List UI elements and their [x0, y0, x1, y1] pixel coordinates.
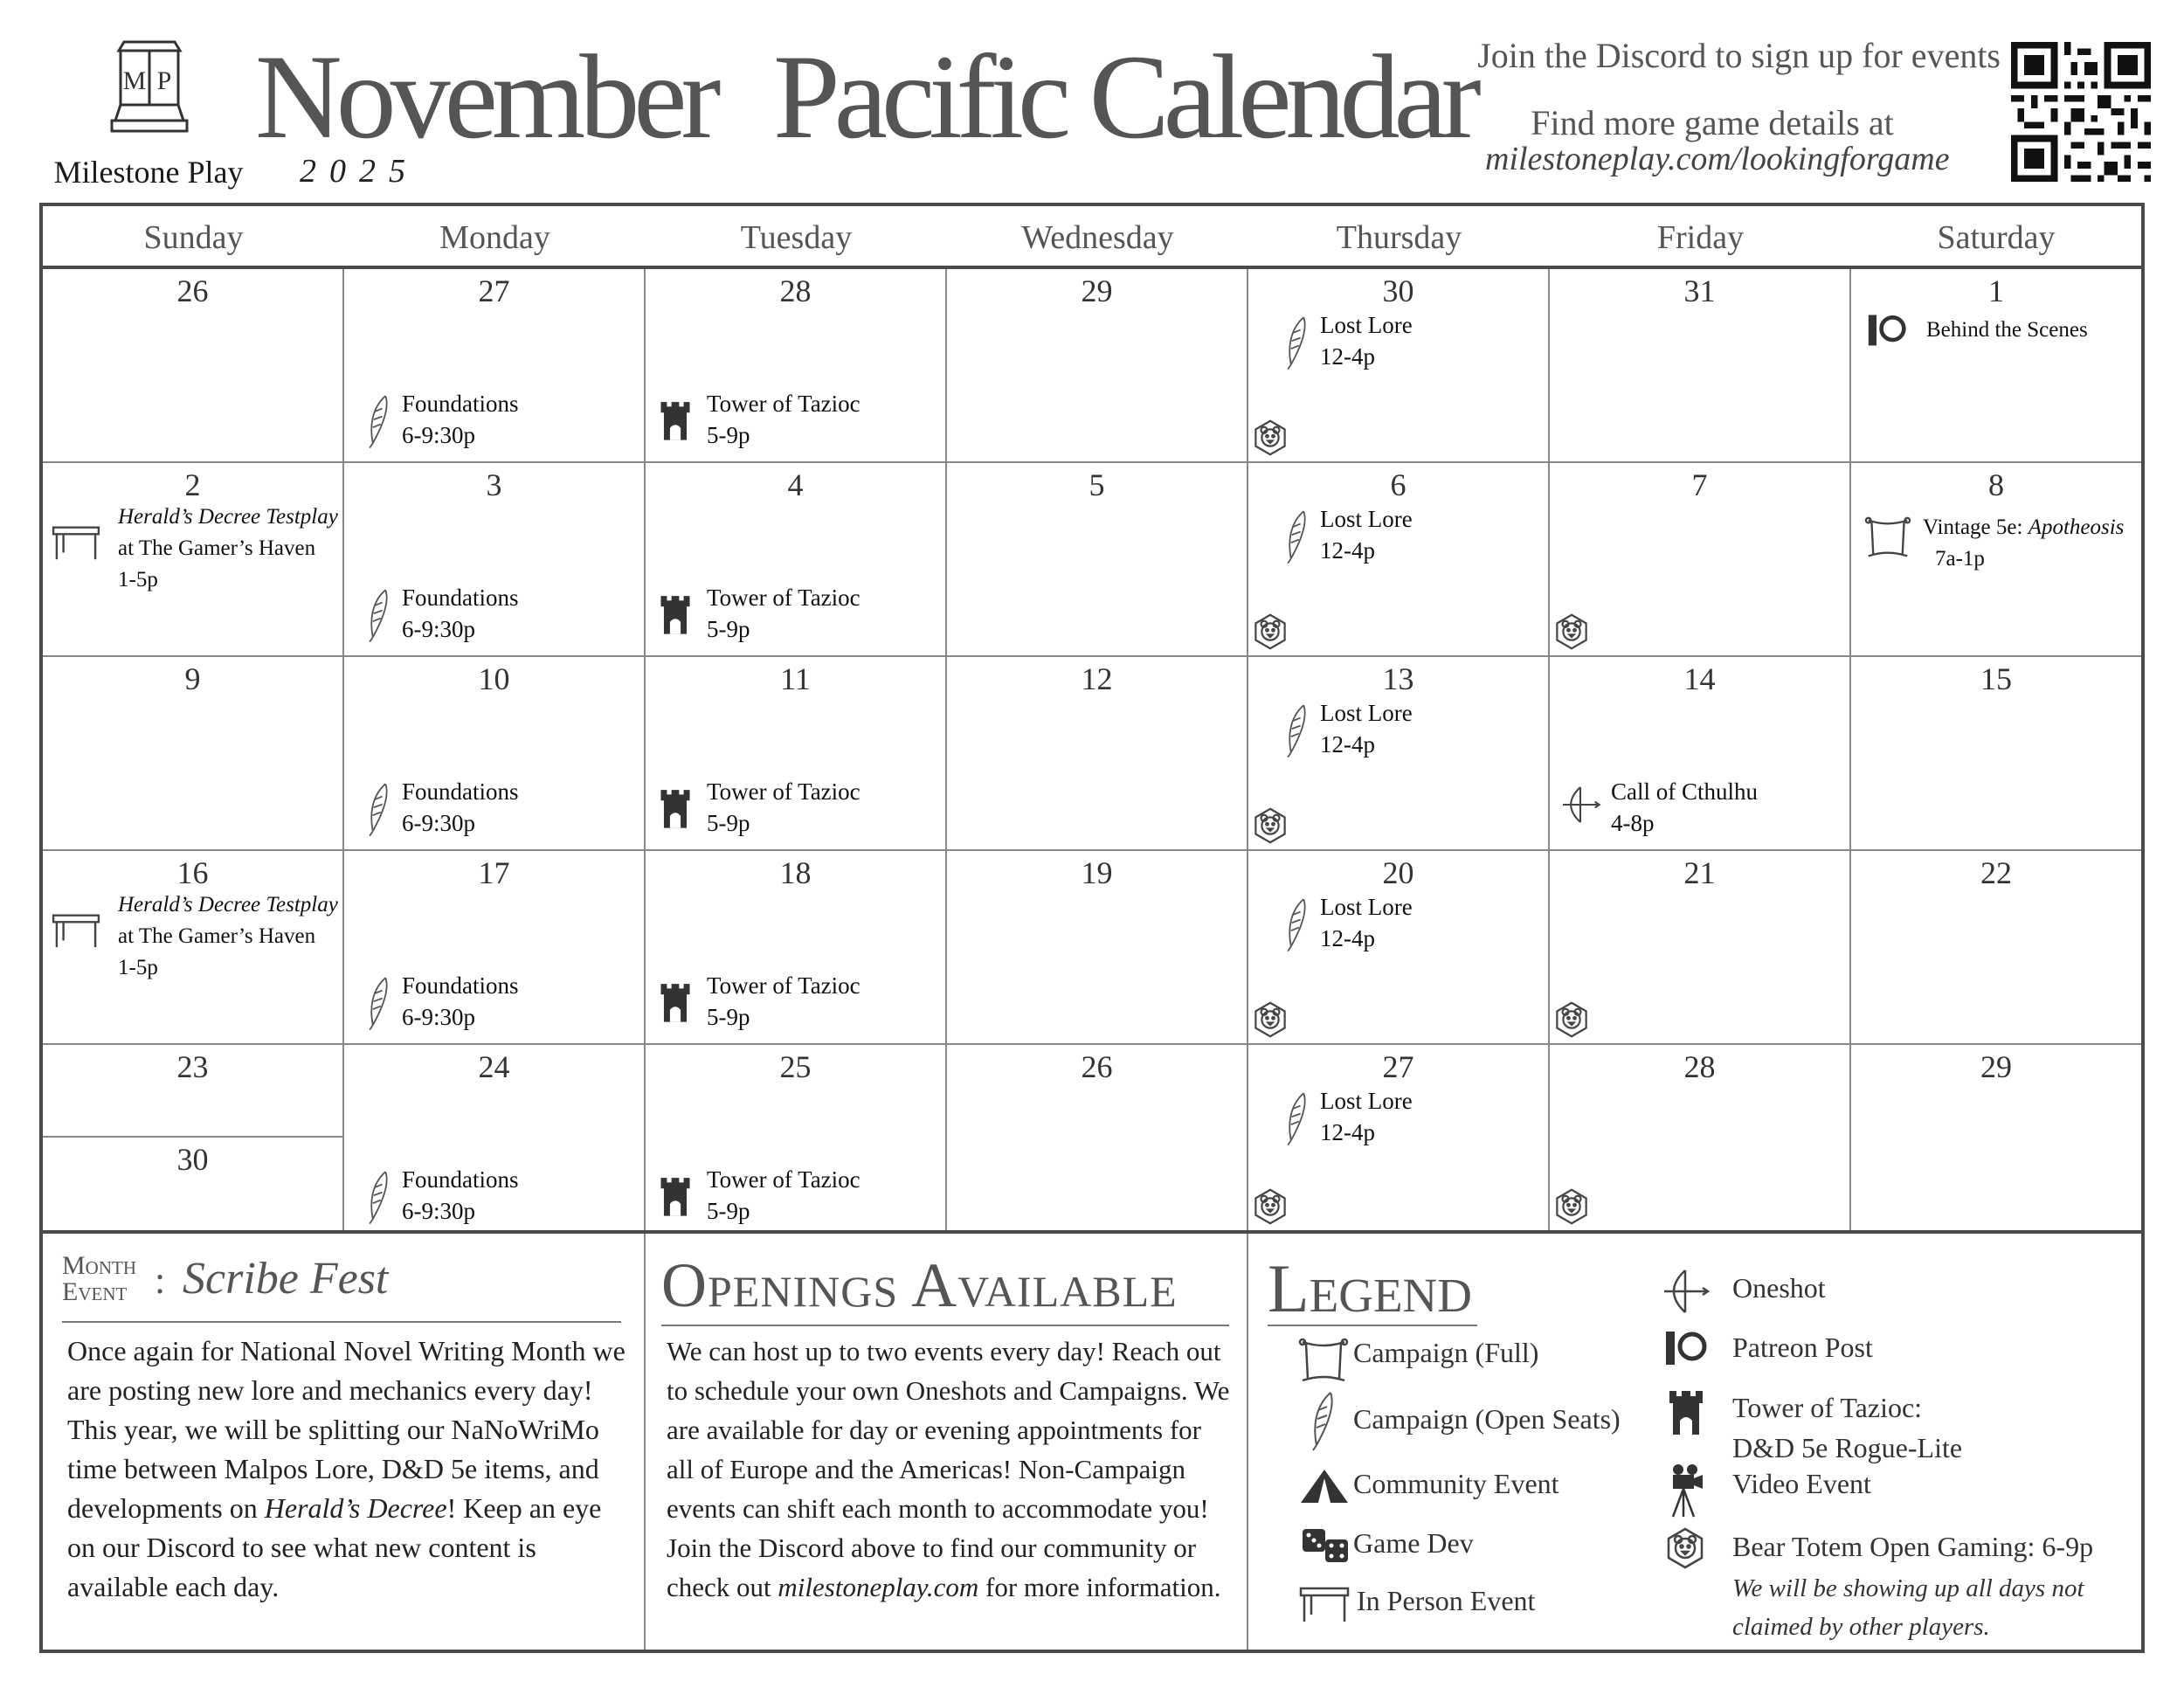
day-number: 7 [1691, 467, 1708, 502]
month-event-text: Once again for National Novel Writing Month we are posting new lore and mechanics every day! This year, we will be splitting our NaNoWriMo time between Malpos Lore, D&D 5e items, and developments on [67, 1335, 625, 1524]
event-text: 5-9p [707, 616, 750, 642]
legend-tower-line1: Tower of Tazioc: [1732, 1392, 1923, 1423]
event-text: Call of Cthulhu [1611, 778, 1758, 805]
event-lost-lore-line [1320, 697, 1413, 729]
bear-totem-icon[interactable] [1252, 807, 1287, 842]
day-header-tuesday: Tuesday [646, 206, 947, 269]
event-text: 6-9:30p [402, 810, 475, 836]
calendar-day-cell[interactable] [1851, 851, 2141, 1045]
day-number: 20 [1382, 855, 1414, 890]
openings-panel [646, 1234, 1248, 1650]
event-tower-of-tazioc-line [707, 776, 860, 807]
legend-tower [1732, 1387, 1962, 1468]
event-text: at The Gamer’s Haven [118, 924, 316, 948]
event-text: Foundations [402, 585, 519, 611]
month-event-label [62, 1253, 136, 1305]
logo-letter-m: M [122, 66, 147, 95]
day-number: 12 [1081, 661, 1113, 696]
event-heralds-decree-line [118, 564, 158, 596]
event-text: 1-5p [118, 956, 158, 979]
event-lost-lore-line [1320, 503, 1413, 535]
day-number: 31 [1683, 273, 1716, 308]
calendar-day-cell[interactable] [646, 851, 947, 1045]
event-heralds-decree-line [118, 921, 315, 952]
event-text: 6-9:30p [402, 1198, 475, 1224]
day-header-wednesday: Wednesday [947, 206, 1248, 269]
day-header-friday: Friday [1550, 206, 1851, 269]
find-details-text: Find more game details at [1531, 103, 1894, 142]
bear-totem-icon[interactable] [1252, 419, 1287, 454]
event-text: 12-4p [1320, 537, 1375, 564]
event-text: 12-4p [1320, 343, 1375, 370]
day-number: 11 [780, 661, 811, 696]
openings-link[interactable]: milestoneplay.com [778, 1572, 979, 1602]
event-lost-lore-line [1320, 923, 1375, 954]
discord-text: Join the Discord to sign up for events [1477, 36, 2001, 75]
tower-icon [658, 592, 693, 640]
day-number: 4 [787, 467, 804, 502]
openings-title: Openings Available [661, 1250, 1178, 1320]
tower-icon [658, 786, 693, 834]
month-event-description [67, 1332, 626, 1607]
legend-campaign-open: Campaign (Open Seats) [1353, 1403, 1621, 1435]
event-tower-of-tazioc-line [707, 582, 860, 613]
find-details-url[interactable]: milestoneplay.com/lookingforgame [1485, 141, 1950, 177]
calendar-day-cell[interactable] [1248, 463, 1550, 657]
month-event-colon: : [155, 1259, 166, 1302]
day-number: 22 [1980, 855, 2012, 890]
bear-totem-icon[interactable] [1553, 613, 1588, 648]
day-number: 8 [1988, 467, 2004, 502]
calendar-day-cell[interactable] [646, 269, 947, 463]
day-number: 29 [1980, 1049, 2012, 1084]
calendar-day-cell[interactable] [646, 657, 947, 851]
openings-rule [661, 1325, 1229, 1326]
logo-pillar-icon [44, 33, 253, 156]
calendar-day-cell[interactable] [1851, 463, 2141, 657]
event-lost-lore-line [1320, 341, 1375, 372]
day-number: 6 [1390, 467, 1406, 502]
calendar-day-cell[interactable] [43, 1045, 344, 1232]
event-heralds-decree-line [118, 952, 158, 984]
table-icon [50, 909, 102, 955]
bear-totem-icon[interactable] [1252, 613, 1287, 648]
event-heralds-decree-line [118, 502, 338, 533]
calendar-day-cell[interactable] [947, 657, 1248, 851]
year: 2025 [300, 153, 418, 190]
calendar-day-cell[interactable] [1550, 851, 1851, 1045]
event-text: at The Gamer’s Haven [118, 536, 316, 560]
event-text: 5-9p [707, 1198, 750, 1224]
calendar-day-cell[interactable] [1550, 463, 1851, 657]
feather-icon [363, 585, 395, 649]
calendar-day-cell[interactable] [344, 463, 646, 657]
scroll-icon [1297, 1337, 1350, 1386]
event-foundations-line [402, 970, 519, 1001]
day-number: 28 [1683, 1049, 1716, 1084]
calendar-day-cell[interactable] [344, 269, 646, 463]
event-foundations-line [402, 613, 475, 645]
feather-icon [363, 1167, 395, 1231]
event-text: 4-8p [1611, 810, 1655, 836]
event-text: Lost Lore [1320, 506, 1413, 532]
event-text: Tower of Tazioc [707, 585, 860, 611]
day-number: 21 [1683, 855, 1716, 890]
calendar-day-cell[interactable] [43, 851, 344, 1045]
event-foundations-line [402, 582, 519, 613]
dice-icon [1299, 1524, 1351, 1567]
event-text: Apotheosis [2028, 515, 2125, 539]
event-text: Tower of Tazioc [707, 778, 860, 805]
event-text: 7a-1p [1935, 547, 1985, 571]
event-text: Vintage 5e: [1923, 515, 2028, 539]
legend-bear-note [1732, 1569, 2084, 1646]
legend-video: Video Event [1732, 1468, 1871, 1499]
calendar-day-cell[interactable] [43, 463, 344, 657]
event-foundations-line [402, 807, 475, 839]
day-number: 29 [1081, 273, 1113, 308]
calendar-day-cell[interactable] [947, 1045, 1248, 1232]
bow-icon [1659, 1267, 1711, 1316]
tower-icon [658, 1174, 693, 1222]
tower-icon [658, 980, 693, 1028]
tent-icon [1297, 1466, 1351, 1506]
event-text: Foundations [402, 391, 519, 417]
legend-bear-note-line1: We will be showing up all days not [1732, 1574, 2084, 1602]
event-lost-lore-line [1320, 1085, 1413, 1117]
event-behind-the-scenes-line [1926, 315, 2088, 346]
table-icon [1297, 1581, 1351, 1625]
calendar-day-cell[interactable] [1851, 1045, 2141, 1232]
day-number: 9 [184, 661, 201, 696]
event-tower-of-tazioc-line [707, 1001, 750, 1033]
camera-icon [1666, 1463, 1706, 1519]
calendar-title: Pacific Calendar [773, 30, 1476, 163]
day-number: 23 [176, 1049, 209, 1084]
table-icon [50, 521, 102, 567]
day-number: 16 [176, 855, 209, 890]
brand-name: Milestone Play [53, 155, 244, 190]
day-number: 30 [176, 1142, 209, 1177]
day-number: 26 [176, 273, 209, 308]
day-number: 28 [779, 273, 812, 308]
info-panels [39, 1230, 2145, 1653]
event-text: Behind the Scenes [1926, 318, 2088, 342]
event-tower-of-tazioc-line [707, 970, 860, 1001]
event-text: Lost Lore [1320, 700, 1413, 726]
bear-totem-icon[interactable] [1252, 1001, 1287, 1036]
openings-text-end: for more information. [978, 1572, 1221, 1602]
calendar-day-cell[interactable] [1550, 269, 1851, 463]
event-foundations-line [402, 419, 475, 451]
day-header-monday: Monday [344, 206, 646, 269]
day-number: 14 [1683, 661, 1716, 696]
calendar-day-cell[interactable] [947, 463, 1248, 657]
feather-icon [1282, 701, 1313, 764]
event-foundations-line [402, 388, 519, 419]
event-lost-lore-line [1320, 1117, 1375, 1148]
event-text: Herald’s Decree Testplay [118, 505, 338, 529]
event-lost-lore-line [1320, 729, 1375, 760]
event-text: 5-9p [707, 1004, 750, 1030]
feather-icon [1282, 895, 1313, 958]
bear-totem-icon[interactable] [1553, 1001, 1588, 1036]
month-event-panel [43, 1234, 646, 1650]
event-tower-of-tazioc-line [707, 1164, 860, 1195]
feather-icon [363, 973, 395, 1037]
event-lost-lore-line [1320, 891, 1413, 923]
event-text: Tower of Tazioc [707, 391, 860, 417]
legend-bear-note-line2: claimed by other players. [1732, 1613, 1990, 1641]
openings-description [667, 1332, 1234, 1607]
event-vintage-5e-line [1935, 543, 1985, 575]
event-lost-lore-line [1320, 535, 1375, 566]
event-tower-of-tazioc-line [707, 613, 750, 645]
day-number: 26 [1081, 1049, 1113, 1084]
event-text: Lost Lore [1320, 312, 1413, 338]
legend-panel [1248, 1234, 2141, 1650]
event-foundations-line [402, 1001, 475, 1033]
event-tower-of-tazioc-line [707, 1195, 750, 1227]
day-number: 27 [478, 273, 510, 308]
day-number: 10 [478, 661, 510, 696]
calendar-day-cell[interactable] [1248, 269, 1550, 463]
event-call-of-cthulhu-line [1611, 776, 1758, 807]
event-text: 5-9p [707, 810, 750, 836]
day-header-sunday: Sunday [43, 206, 344, 269]
month-event-name: Scribe Fest [183, 1254, 389, 1304]
event-vintage-5e-line [1923, 512, 2124, 543]
day-number: 18 [779, 855, 812, 890]
legend-gamedev: Game Dev [1353, 1527, 1474, 1559]
bear-totem-icon[interactable] [1553, 1188, 1588, 1223]
milestone-play-logo [44, 33, 253, 190]
event-text: Foundations [402, 972, 519, 999]
event-text: Lost Lore [1320, 1088, 1413, 1114]
legend-inperson: In Person Event [1357, 1585, 1536, 1616]
feather-icon [1282, 1089, 1313, 1152]
legend-oneshot: Oneshot [1732, 1272, 1826, 1304]
legend-rule [1268, 1325, 1477, 1326]
patreon-icon [1867, 313, 1907, 352]
event-tower-of-tazioc-line [707, 419, 750, 451]
event-text: 1-5p [118, 568, 158, 591]
event-text: Lost Lore [1320, 894, 1413, 920]
event-foundations-line [402, 1164, 519, 1195]
event-text: Tower of Tazioc [707, 1166, 860, 1193]
calendar-day-cell[interactable] [947, 851, 1248, 1045]
day-number: 2 [184, 467, 201, 502]
bear-totem-icon [1664, 1527, 1706, 1569]
event-call-of-cthulhu-line [1611, 807, 1655, 839]
event-text: 12-4p [1320, 1119, 1375, 1145]
event-tower-of-tazioc-line [707, 388, 860, 419]
day-number: 25 [779, 1049, 812, 1084]
split-divider [43, 1136, 342, 1138]
day-number: 24 [478, 1049, 510, 1084]
calendar-day-cell[interactable] [1851, 269, 2141, 463]
month-event-rule [62, 1321, 621, 1323]
event-text: 6-9:30p [402, 1004, 475, 1030]
event-heralds-decree-line [118, 533, 315, 564]
calendar-day-cell[interactable] [1248, 1045, 1550, 1232]
day-header-thursday: Thursday [1248, 206, 1550, 269]
day-number: 19 [1081, 855, 1113, 890]
event-foundations-line [402, 1195, 475, 1227]
day-number: 27 [1382, 1049, 1414, 1084]
day-number: 5 [1089, 467, 1105, 502]
calendar-day-cell[interactable] [646, 463, 947, 657]
month-event-text-end: ! Keep an eye on our Discord to see what new content is available each day. [67, 1492, 602, 1602]
feather-icon [1282, 507, 1313, 571]
event-heralds-decree-line [118, 889, 338, 921]
event-text: 12-4p [1320, 925, 1375, 951]
day-number: 15 [1980, 661, 2012, 696]
calendar-day-cell[interactable] [344, 851, 646, 1045]
day-number: 30 [1382, 273, 1414, 308]
calendar-day-cell[interactable] [646, 1045, 947, 1232]
scroll-icon [1863, 515, 1912, 565]
month-label: Month [62, 1251, 136, 1280]
feather-icon [363, 391, 395, 455]
legend-community: Community Event [1353, 1468, 1559, 1499]
event-text: Herald’s Decree Testplay [118, 893, 338, 917]
event-label: Event [62, 1277, 128, 1306]
day-number: 3 [486, 467, 502, 502]
event-text: 5-9p [707, 422, 750, 448]
month-event-text-italic: Herald’s Decree [264, 1492, 447, 1524]
event-lost-lore-line [1320, 309, 1413, 341]
calendar-day-cell[interactable] [344, 1045, 646, 1232]
legend-bear: Bear Totem Open Gaming: 6-9p [1732, 1531, 2094, 1562]
event-text: Tower of Tazioc [707, 972, 860, 999]
event-text: 6-9:30p [402, 422, 475, 448]
day-header-saturday: Saturday [1851, 206, 2141, 269]
calendar-day-cell[interactable] [344, 657, 646, 851]
calendar-grid [39, 203, 2145, 1234]
calendar-day-cell[interactable] [947, 269, 1248, 463]
legend-campaign-full: Campaign (Full) [1353, 1337, 1539, 1368]
event-tower-of-tazioc-line [707, 807, 750, 839]
tower-icon [658, 398, 693, 446]
event-foundations-line [402, 776, 519, 807]
logo-letter-p: P [156, 66, 172, 95]
calendar-day-cell[interactable] [1248, 851, 1550, 1045]
event-text: Foundations [402, 1166, 519, 1193]
feather-icon [1282, 313, 1313, 377]
feather-icon [1306, 1389, 1341, 1452]
legend-patreon: Patreon Post [1732, 1332, 1873, 1363]
bow-icon [1559, 783, 1602, 831]
qr-code[interactable] [2011, 42, 2151, 182]
calendar-day-cell[interactable] [43, 269, 344, 463]
event-text: Foundations [402, 778, 519, 805]
calendar-day-cell[interactable] [43, 657, 344, 851]
tower-icon [1666, 1387, 1706, 1436]
calendar-day-cell[interactable] [1851, 657, 2141, 851]
bear-totem-icon[interactable] [1252, 1188, 1287, 1223]
feather-icon [363, 779, 395, 843]
legend-title: Legend [1268, 1250, 1472, 1326]
patreon-icon [1664, 1330, 1708, 1366]
day-number: 17 [478, 855, 510, 890]
calendar-day-cell[interactable] [1550, 1045, 1851, 1232]
openings-text: We can host up to two events every day! Reach out to schedule your own Oneshots and Campaigns. We are available for day or evening appointments for all of Europe and the Americas! Non-Campaign events can shift each month to accommodate you! Join the Discord above to find our community or check out [667, 1336, 1230, 1602]
calendar-day-cell[interactable] [1550, 657, 1851, 851]
day-number: 13 [1382, 661, 1414, 696]
event-text: 12-4p [1320, 731, 1375, 758]
calendar-day-cell[interactable] [1248, 657, 1550, 851]
event-text: 6-9:30p [402, 616, 475, 642]
month-title: November [255, 30, 715, 163]
legend-tower-line2: D&D 5e Rogue-Lite [1732, 1432, 1963, 1463]
day-number: 1 [1988, 273, 2004, 308]
